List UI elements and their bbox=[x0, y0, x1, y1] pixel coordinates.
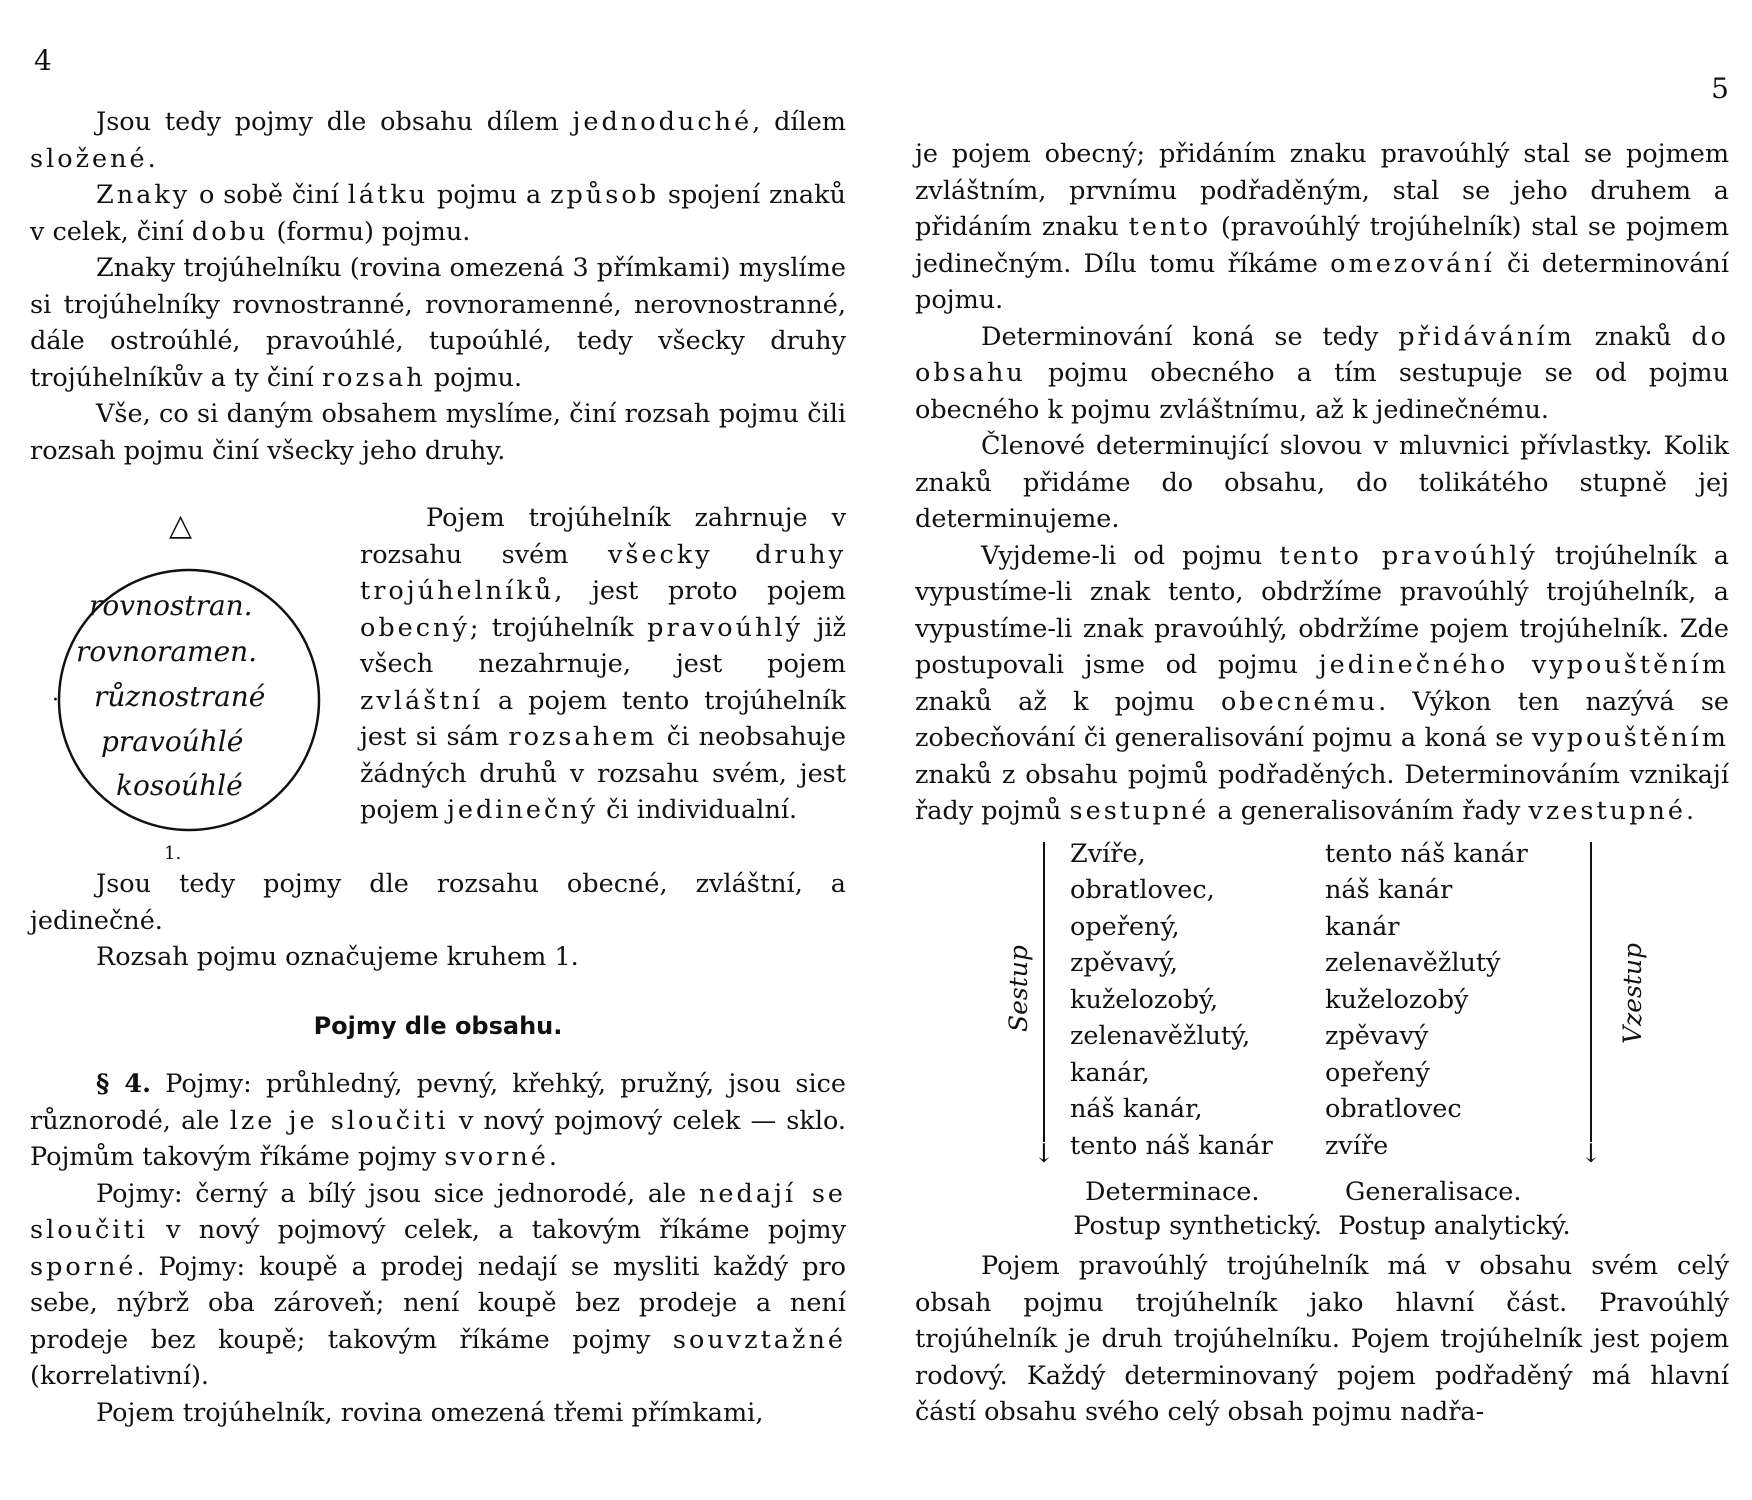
right-page bbox=[915, 0, 1735, 1500]
chain-item: zelenavěžlutý bbox=[1325, 948, 1501, 978]
left-text-bottom bbox=[30, 866, 846, 1431]
circle-diagram bbox=[44, 505, 344, 865]
text: či neobsahuje žádných druhů v rozsahu svém, jest pojem bbox=[360, 722, 846, 825]
text: o sobě činí bbox=[190, 180, 348, 210]
extent-circle-figure bbox=[44, 505, 344, 865]
chain-item: kanár, bbox=[1070, 1057, 1150, 1088]
text: . bbox=[548, 1142, 557, 1172]
chain-item: obratlovec bbox=[1325, 1094, 1462, 1124]
text: je pojem obecný; přidáním znaku pravoúhlý stal se pojmem zvláštním, prvnímu podřaděným, stal se jeho druhem a přidáním znaku bbox=[915, 139, 1729, 242]
text: Znaky trojúhelníku (rovina omezená 3 přímkami) myslíme si trojúhelníky rovnostranné, rovnoramenné, nerovnostranné, dále ostroúhlé, pravoúhlé, tupoúhlé, tedy všecky druhy trojúhelníkův a ty činí bbox=[30, 253, 846, 393]
text: pojmu obecného a tím sestupuje se od pojmu obecného k pojmu zvláštnímu, až k jedinečnému. bbox=[915, 358, 1729, 425]
paragraph bbox=[915, 136, 1729, 319]
arrow-down-icon: ↓ bbox=[1580, 1138, 1602, 1169]
paragraph bbox=[915, 538, 1729, 830]
spaced-term: rozsahem bbox=[508, 722, 658, 752]
triangle-icon: △ bbox=[169, 508, 193, 543]
determination-chain bbox=[915, 836, 1729, 1216]
text: pojmu a bbox=[428, 180, 551, 210]
spaced-term: jednoduché bbox=[572, 107, 753, 137]
ascent-line bbox=[1590, 842, 1592, 1142]
spaced-term: obecnému bbox=[1220, 686, 1379, 717]
text: Pojem trojúhelník zahrnuje v rozsahu svém bbox=[360, 503, 846, 570]
spaced-term: sestupné bbox=[1069, 796, 1210, 826]
paragraph bbox=[30, 1066, 846, 1176]
spaced-term: svorné bbox=[444, 1142, 549, 1172]
chain-item: náš kanár bbox=[1325, 875, 1453, 905]
chain-item: kuželozobý, bbox=[1070, 984, 1219, 1015]
text: či determinování pojmu. bbox=[915, 248, 1729, 315]
text: ; trojúhelník bbox=[469, 612, 648, 643]
spaced-term: tento bbox=[1128, 212, 1212, 242]
spaced-term: dobu bbox=[191, 216, 269, 247]
postup-caption: Postup synthetický. Postup analytický. bbox=[1073, 1210, 1571, 1241]
section-heading: Pojmy dle obsahu. bbox=[313, 1011, 563, 1040]
spaced-term: zvláštní bbox=[360, 685, 484, 716]
chain-item: tento náš kanár bbox=[1325, 838, 1528, 869]
paragraph: Členové determinující slovou v mluvnici přívlastky. Kolik znaků přidáme do obsahu, do tolikátého stupně jej determinujeme. bbox=[915, 431, 1729, 534]
paragraph: Jsou tedy pojmy dle rozsahu obecné, zvláštní, a jedinečné. bbox=[30, 869, 846, 936]
chain-item: opeřený bbox=[1325, 1057, 1430, 1088]
text: . Výkon ten nazývá se zobecňování či generalisování pojmu a koná se bbox=[915, 686, 1729, 753]
determinace-caption: Determinace. bbox=[1085, 1176, 1260, 1207]
spaced-term: jedinečného vypouštěním bbox=[1318, 650, 1729, 680]
circle-label: rovnostran. bbox=[89, 589, 253, 622]
text: (formu) pojmu. bbox=[268, 216, 471, 247]
text: , dílem bbox=[752, 107, 846, 137]
text: . Pojmy: koupě a prodej nedají se mysliti každý pro sebe, nýbrž oba zároveň; není koupě bez prodeje a není prodeje bez koupě; takovým říkáme pojmy bbox=[30, 1251, 846, 1355]
ascending-column bbox=[1325, 836, 1528, 1165]
left-text-beside-figure bbox=[360, 500, 846, 829]
text: , jest proto pojem bbox=[554, 576, 846, 606]
paragraph bbox=[30, 1176, 846, 1395]
chain-item: opeřený, bbox=[1070, 911, 1180, 942]
spaced-term: do obsahu bbox=[915, 321, 1729, 388]
spaced-term: vypouštěním bbox=[1531, 723, 1729, 753]
page-number-right: 5 bbox=[1711, 72, 1729, 105]
text: Pojmy: průhledný, pevný, křehký, pružný, jsou sice různorodé, ale bbox=[30, 1069, 846, 1136]
spaced-term: obecný bbox=[360, 612, 470, 643]
text: Pojmy: černý a bílý jsou sice jednorodé, ale bbox=[96, 1178, 699, 1209]
descending-column bbox=[1070, 836, 1273, 1165]
spaced-term: složené bbox=[30, 143, 148, 174]
chain-item: obratlovec, bbox=[1070, 875, 1215, 905]
spaced-term: sporné bbox=[30, 1251, 137, 1282]
chain-item: zpěvavý, bbox=[1070, 948, 1178, 978]
text: či individualní. bbox=[598, 795, 798, 825]
vzestup-label: Vzestup bbox=[1618, 942, 1647, 1044]
spaced-term: souvztažné bbox=[672, 1324, 846, 1355]
paragraph bbox=[30, 104, 846, 177]
chain-item: zvíře bbox=[1325, 1130, 1389, 1161]
paragraph: Pojem pravoúhlý trojúhelník má v obsahu svém celý obsah pojmu trojúhelník jako hlavní část. Pravoúhlý trojúhelník je druh trojúhelníku. Pojem trojúhelník jest pojem rodový. Každý determinovaný pojem podřaděný má hlavní částí obsahu svého celý obsah pojmu nadřa- bbox=[915, 1251, 1729, 1427]
text: v nový pojmový celek — sklo. Pojmům takovým říkáme pojmy bbox=[30, 1105, 846, 1172]
text: a pojem tento trojúhelník jest si sám bbox=[360, 685, 846, 752]
left-text-top bbox=[30, 104, 846, 469]
spaced-term: lze je sloučiti bbox=[229, 1105, 449, 1136]
spaced-term: látku bbox=[347, 180, 429, 210]
text: a generalisováním řady bbox=[1209, 796, 1529, 826]
text: Determinování koná se tedy bbox=[981, 321, 1399, 352]
chain-item: náš kanár, bbox=[1070, 1094, 1203, 1124]
right-text bbox=[915, 136, 1729, 1431]
circle-label: pravoúhlé bbox=[101, 725, 244, 758]
figure-number: 1. bbox=[164, 843, 182, 864]
paragraph bbox=[30, 177, 846, 250]
text: pojmu. bbox=[425, 362, 523, 393]
text: znaků z obsahu pojmů podřaděných. Determinováním vznikají řady pojmů bbox=[915, 759, 1729, 826]
chain-item: tento náš kanár bbox=[1070, 1130, 1273, 1161]
circle-label: různostrané bbox=[94, 680, 266, 713]
text: znaků až k pojmu bbox=[915, 686, 1221, 717]
arrow-down-icon: ↓ bbox=[1033, 1138, 1055, 1169]
spaced-term: způsob bbox=[550, 180, 660, 210]
chain-item: zpěvavý bbox=[1325, 1021, 1429, 1051]
paragraph bbox=[360, 500, 846, 829]
generalisace-caption: Generalisace. bbox=[1345, 1176, 1522, 1207]
page-number-left: 4 bbox=[34, 44, 52, 77]
text: (pravoúhlý trojúhelník) stal se pojmem jedinečným. Dílu tomu říkáme bbox=[915, 212, 1729, 279]
text: . bbox=[147, 143, 156, 174]
spaced-term: všecky druhy trojúhelníků bbox=[360, 539, 846, 606]
paragraph bbox=[30, 250, 846, 396]
paragraph: Rozsah pojmu označujeme kruhem 1. bbox=[96, 942, 579, 972]
text: spojení znaků v celek, činí bbox=[30, 180, 846, 247]
spaced-term: vzestupné bbox=[1528, 796, 1687, 826]
text: již všech nezahrnuje, jest pojem bbox=[360, 612, 846, 679]
section-number: § 4. bbox=[96, 1069, 151, 1099]
chain-item: Zvíře, bbox=[1070, 838, 1146, 869]
spaced-term: přidáváním bbox=[1398, 321, 1575, 352]
spaced-term: jedinečný bbox=[446, 795, 599, 825]
circle-label: kosoúhlé bbox=[116, 769, 243, 802]
text: Vyjdeme-li od pojmu bbox=[981, 540, 1280, 571]
text: znaků bbox=[1574, 321, 1692, 352]
descent-line bbox=[1043, 842, 1045, 1142]
text: v nový pojmový celek, a takovým říkáme pojmy bbox=[147, 1215, 846, 1245]
paragraph: Vše, co si daným obsahem myslíme, činí rozsah pojmu čili rozsah pojmu činí všecky jeho druhy. bbox=[30, 399, 846, 466]
paragraph: Pojem trojúhelník, rovina omezená třemi přímkami, bbox=[96, 1397, 764, 1428]
text: . bbox=[1686, 796, 1695, 826]
spaced-term: nedají se sloučiti bbox=[30, 1178, 847, 1245]
dot-mark: · bbox=[52, 688, 59, 713]
paragraph bbox=[915, 319, 1729, 429]
spaced-term: tento pravoúhlý bbox=[1279, 540, 1538, 571]
text: trojúhelník a vypustíme-li znak tento, obdržíme pravoúhlý trojúhelník, a vypustíme-li znak pravoúhlý, obdržíme pojem trojúhelník. Zde postupovali jsme od pojmu bbox=[915, 540, 1729, 680]
spaced-term: pravoúhlý bbox=[647, 612, 804, 643]
chain-item: kuželozobý bbox=[1325, 984, 1469, 1015]
text: Jsou tedy pojmy dle obsahu dílem bbox=[96, 107, 573, 137]
sestup-label: Sestup bbox=[1004, 944, 1033, 1032]
circle-label: rovnoramen. bbox=[76, 635, 258, 668]
spaced-term: omezování bbox=[1330, 248, 1495, 279]
text: (korrelativní). bbox=[30, 1361, 210, 1391]
chain-item: kanár bbox=[1325, 911, 1400, 942]
left-page bbox=[30, 0, 860, 1500]
chain-item: zelenavěžlutý, bbox=[1070, 1021, 1251, 1051]
spaced-term: rozsah bbox=[321, 362, 426, 393]
spaced-term: Znaky bbox=[96, 180, 191, 210]
